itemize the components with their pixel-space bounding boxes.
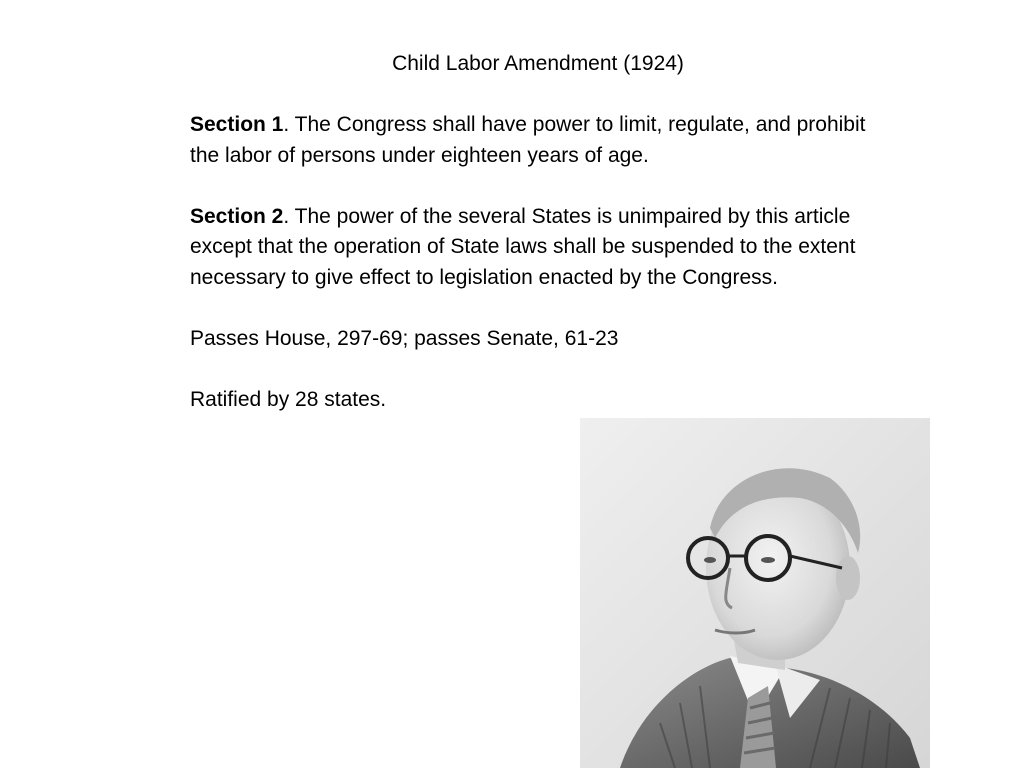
section-1-text: . The Congress shall have power to limit, regulate, and prohibit the labor of persons under eighteen years of age.: [190, 113, 866, 167]
slide-body: [190, 110, 890, 447]
vote-line: Passes House, 297-69; passes Senate, 61-23: [190, 327, 619, 351]
section-2-label: Section 2: [190, 204, 284, 228]
portrait-illustration: [580, 418, 930, 768]
section-1-paragraph: [190, 110, 890, 171]
section-2-paragraph: [190, 202, 890, 294]
section-2-text: . The power of the several States is unimpaired by this article except that the operation of State laws shall be suspended to the extent necessary to give effect to legislation enacted by the Congress.: [190, 204, 856, 289]
section-1-label: Section 1: [190, 113, 284, 136]
slide-title: Child Labor Amendment (1924): [392, 52, 684, 75]
portrait-photo: [580, 418, 930, 768]
ratified-line: Ratified by 28 states.: [190, 388, 387, 412]
